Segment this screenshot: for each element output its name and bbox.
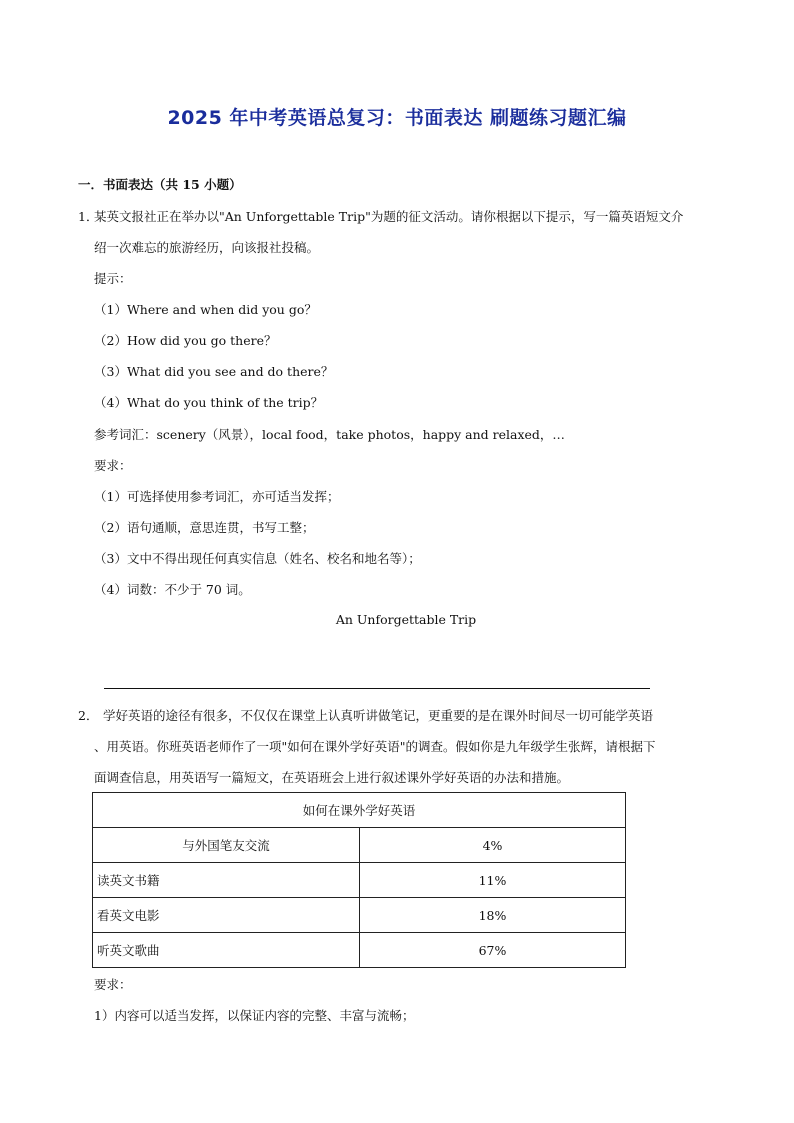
page-title: 2025 年中考英语总复习：书面表达 刷题练习题汇编 bbox=[167, 107, 627, 129]
requirements-label: 要求： bbox=[94, 458, 132, 473]
survey-table bbox=[92, 792, 626, 968]
question-2-prompt-line: 、用英语。你班英语老师作了一项"如何在课外学好英语"的调查。假如你是九年级学生张辉，请根据下 bbox=[94, 739, 656, 754]
question-2-prompt-line: 面调查信息，用英语写一篇短文，在英语班会上进行叙述课外学好英语的办法和措施。 bbox=[94, 770, 570, 785]
table-row bbox=[93, 898, 626, 933]
requirement-item: 1）内容可以适当发挥，以保证内容的完整、丰富与流畅； bbox=[94, 1008, 415, 1023]
question-1-number: 1． bbox=[78, 209, 99, 224]
question-2-prompt-line: 学好英语的途径有很多，不仅仅在课堂上认真听讲做笔记，更重要的是在课外时间尽一切可能学英语 bbox=[103, 708, 654, 723]
table-cell-percent: 4% bbox=[360, 828, 626, 863]
requirement-item: （3）文中不得出现任何真实信息（姓名、校名和地名等）； bbox=[94, 551, 421, 566]
table-row bbox=[93, 863, 626, 898]
hint-item: （4）What do you think of the trip？ bbox=[94, 395, 324, 410]
table-cell-percent: 18% bbox=[360, 898, 626, 933]
table-row bbox=[93, 933, 626, 968]
hint-label: 提示： bbox=[94, 271, 132, 286]
table-cell-method: 听英文歌曲 bbox=[93, 933, 360, 968]
requirement-item: （1）可选择使用参考词汇，亦可适当发挥； bbox=[94, 489, 340, 504]
vocabulary-reference: 参考词汇：scenery（风景），local food，take photos，happy and relaxed，… bbox=[94, 427, 565, 442]
table-header: 如何在课外学好英语 bbox=[93, 793, 626, 828]
requirement-item: （4）词数：不少于 70 词。 bbox=[94, 582, 251, 597]
table-cell-method: 看英文电影 bbox=[93, 898, 360, 933]
question-1-prompt-line: 绍一次难忘的旅游经历，向该报社投稿。 bbox=[94, 240, 320, 255]
question-2-number: 2． bbox=[78, 708, 99, 723]
requirement-item: （2）语句通顺，意思连贯，书写工整； bbox=[94, 520, 315, 535]
table-cell-percent: 67% bbox=[360, 933, 626, 968]
hint-item: （2）How did you go there？ bbox=[94, 333, 277, 348]
table-header-row bbox=[93, 793, 626, 828]
essay-title: An Unforgettable Trip bbox=[335, 612, 477, 627]
table-cell-method: 读英文书籍 bbox=[93, 863, 360, 898]
table-row bbox=[93, 828, 626, 863]
section-heading: 一．书面表达（共 15 小题） bbox=[78, 177, 242, 192]
requirements-label: 要求： bbox=[94, 977, 132, 992]
hint-item: （3）What did you see and do there？ bbox=[94, 364, 334, 379]
answer-line bbox=[104, 688, 650, 689]
table-cell-percent: 11% bbox=[360, 863, 626, 898]
question-1-prompt-line: 某英文报社正在举办以"An Unforgettable Trip"为题的征文活动。请你根据以下提示，写一篇英语短文介 bbox=[94, 209, 684, 224]
hint-item: （1）Where and when did you go？ bbox=[94, 302, 317, 317]
table-cell-method: 与外国笔友交流 bbox=[93, 828, 360, 863]
